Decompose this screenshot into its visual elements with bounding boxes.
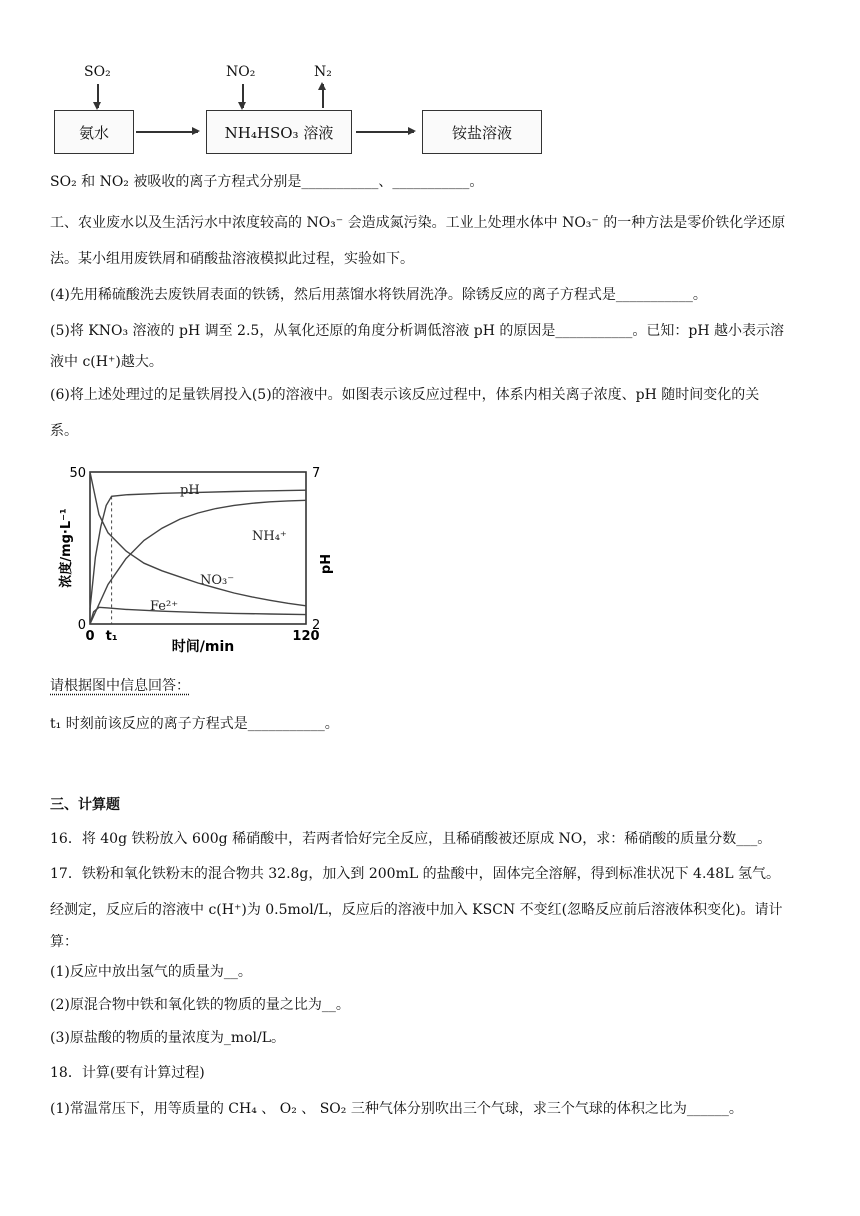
question-16: 16．将 40g 铁粉放入 600g 稀硝酸中，若两者恰好完全反应，且稀硝酸被还原成 NO，求：稀硝酸的质量分数___。 <box>50 831 772 847</box>
flow-box-nh4hso3: NH₄HSO₃ 溶液 <box>206 110 352 154</box>
series-line-NH₄⁺ <box>90 500 306 624</box>
series-line-Fe²⁺ <box>90 607 306 624</box>
section-title-calculation: 三、计算题 <box>50 797 120 813</box>
y-axis-label: 浓度/mg·L⁻¹ <box>59 508 74 588</box>
question-18: 18．计算(要有计算过程) <box>50 1065 205 1081</box>
y2-tick-label: 7 <box>312 466 321 481</box>
flow-box-ammonium-salt: 铵盐溶液 <box>422 110 542 154</box>
question-17-sub3: (3)原盐酸的物质的量浓度为_mol/L。 <box>50 1030 286 1046</box>
flow-output-n2: N₂ <box>314 64 332 80</box>
y-tick-label: 0 <box>77 618 86 633</box>
series-line-pH <box>90 490 306 609</box>
x-axis-label: 时间/min <box>171 639 235 655</box>
series-label: pH <box>180 483 200 498</box>
flow-box-ammonia: 氨水 <box>54 110 134 154</box>
x-tick-label: 0 <box>85 629 95 644</box>
flow-input-so2: SO₂ <box>84 64 111 80</box>
series-label: NO₃⁻ <box>200 573 235 588</box>
question-18-sub1: (1)常温常压下，用等质量的 CH₄ 、 O₂ 、 SO₂ 三种气体分别吹出三个气球，求三个气球的体积之比为______。 <box>50 1101 743 1117</box>
arrow-up-icon <box>322 84 324 108</box>
text-line: (5)将 KNO₃ 溶液的 pH 调至 2.5，从氧化还原的角度分析调低溶液 pH 的原因是___________。已知：pH 越小表示溶 <box>50 323 785 339</box>
t1-question: t₁ 时刻前该反应的离子方程式是___________。 <box>50 716 339 732</box>
question-17-sub1: (1)反应中放出氢气的质量为__。 <box>50 964 252 980</box>
y-tick-label: 50 <box>69 466 86 481</box>
question-17-line: 算： <box>50 934 78 950</box>
question-17-line: 17．铁粉和氧化铁粉末的混合物共 32.8g，加入到 200mL 的盐酸中，固体完全溶解，得到标准状况下 4.48L 氢气。 <box>50 866 780 882</box>
x-tick-label: t₁ <box>105 629 118 644</box>
concentration-ph-chart <box>50 460 350 660</box>
text-line: 法。某小组用废铁屑和硝酸盐溶液模拟此过程，实验如下。 <box>50 251 414 267</box>
y2-axis-label: pH <box>319 553 334 575</box>
series-label: Fe²⁺ <box>150 599 179 614</box>
text-line: SO₂ 和 NO₂ 被吸收的离子方程式分别是___________、___________。 <box>50 174 484 190</box>
text-line: (6)将上述处理过的足量铁屑投入(5)的溶液中。如图表示该反应过程中，体系内相关离子浓度、pH 随时间变化的关 <box>50 387 760 403</box>
question-17-line: 经测定，反应后的溶液中 c(H⁺)为 0.5mol/L，反应后的溶液中加入 KSCN 不变红(忽略反应前后溶液体积变化)。请计 <box>50 902 783 918</box>
text-line: 液中 c(H⁺)越大。 <box>50 354 163 370</box>
y2-tick-label: 2 <box>312 618 321 633</box>
arrow-right-icon <box>356 131 414 133</box>
text-line: 工、农业废水以及生活污水中浓度较高的 NO₃⁻ 会造成氮污染。工业上处理水体中 NO₃⁻ 的一种方法是零价铁化学还原 <box>50 215 786 231</box>
x-tick-label: 120 <box>292 629 320 644</box>
answer-prompt: 请根据图中信息回答： <box>50 678 190 694</box>
text-line: 系。 <box>50 423 78 439</box>
arrow-down-icon <box>97 84 99 108</box>
question-17-sub2: (2)原混合物中铁和氧化铁的物质的量之比为__。 <box>50 997 350 1013</box>
series-label: NH₄⁺ <box>252 529 287 544</box>
flow-input-no2: NO₂ <box>226 64 256 80</box>
text-line: (4)先用稀硫酸洗去废铁屑表面的铁锈，然后用蒸馏水将铁屑洗净。除锈反应的离子方程式是___________。 <box>50 287 707 303</box>
arrow-right-icon <box>136 131 198 133</box>
arrow-down-icon <box>242 84 244 108</box>
